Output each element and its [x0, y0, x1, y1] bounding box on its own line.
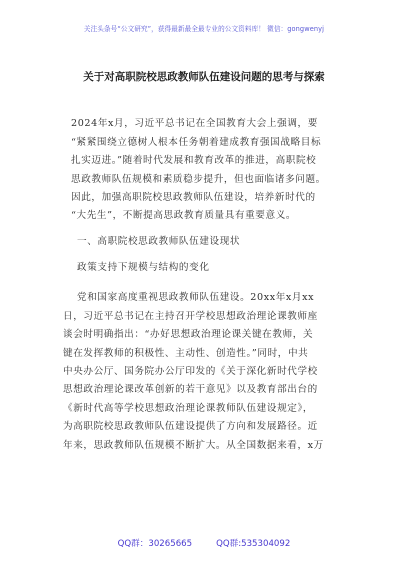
body-line: 《新时代高等学校思想政治理论课教师队伍建设规定》，: [63, 403, 314, 414]
body-line: 为高职院校思政教师队伍建设提供了方向和发展路径。近: [63, 421, 318, 432]
footer-qq-group-1: QQ群：30265665: [117, 539, 193, 549]
body-line: 日，习近平总书记在主持召开学校思想政治理论课教师座: [63, 311, 318, 322]
body-line: 因此，加强高职院校思政教师队伍建设，培养新时代的: [71, 192, 316, 203]
subsection-heading: 政策支持下规模与结构的变化: [77, 262, 210, 273]
body-line: 党和国家高度重视思政教师队伍建设。20xx年x月xx: [77, 292, 315, 303]
body-line: 扎实迈进。”随着时代发展和教育改革的推进，高职院校: [71, 155, 317, 166]
footer-qq-group-2: QQ群:535304092: [216, 539, 291, 549]
body-line: 2024年x月，习近平总书记在全国教育大会上强调，要: [71, 118, 318, 129]
footer: [0, 537, 408, 549]
body-line: 键在发挥教师的积极性、主动性、创造性。”同时，中共: [63, 348, 309, 359]
body-line: 年来，思政教师队伍规模不断扩大。从全国数据来看，x万: [63, 440, 324, 451]
header-banner: 关注头条号“公文研究”，获得最新最全最专业的公文资料库！ 微信：gongwenyj: [83, 25, 325, 33]
document-title: 关于对高职院校思政教师队伍建设问题的思考与探索: [83, 71, 325, 83]
body-line: 思想政治理论课改革创新的若干意见》以及教育部出台的: [63, 384, 318, 395]
body-line: “紧紧围绕立德树人根本任务朝着建成教育强国战略目标: [71, 137, 322, 148]
body-line: “大先生”，不断提高思政教育质量具有重要意义。: [71, 210, 297, 221]
body-line: 思政教师队伍规模和素质稳步提升，但也面临诸多问题。: [71, 174, 326, 185]
body-line: 中央办公厅、国务院办公厅印发的《关于深化新时代学校: [63, 366, 318, 377]
section-heading: 一、高职院校思政教师队伍建设现状: [77, 236, 241, 247]
body-line: 谈会时明确指出：“办好思想政治理论课关键在教师，关: [63, 329, 314, 340]
